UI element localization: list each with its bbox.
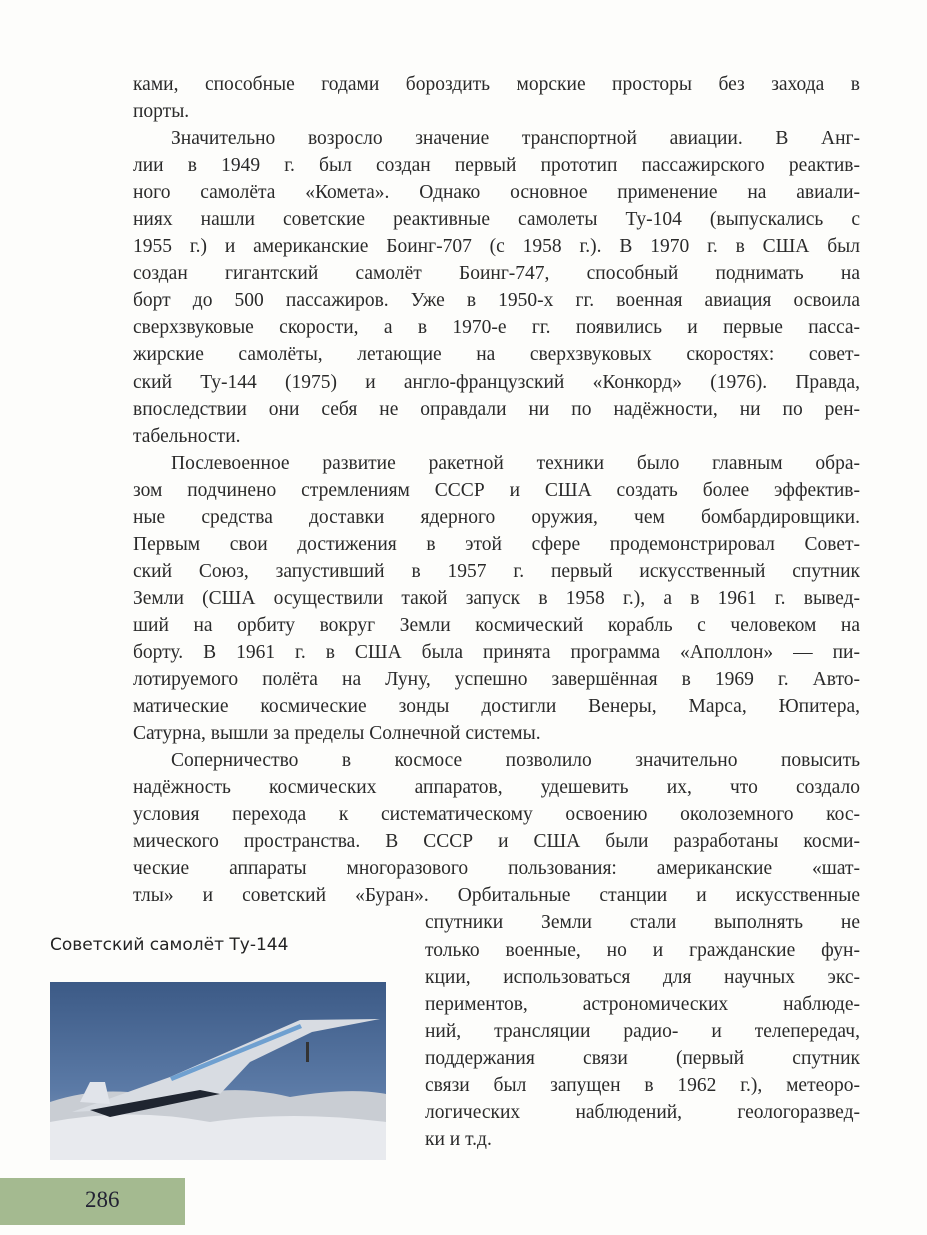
figure-caption: Советский самолёт Ту-144 bbox=[50, 935, 289, 955]
page-number: 286 bbox=[85, 1187, 120, 1212]
text-line: ний, трансляции радио- и телепередач, bbox=[425, 1020, 860, 1042]
text-line: 1955 г.) и американские Боинг-707 (с 1958 г.). В 1970 г. в США был bbox=[133, 236, 860, 258]
text-line: лии в 1949 г. был создан первый прототип пассажирского реактив- bbox=[133, 155, 860, 177]
text-line: борт до 500 пассажиров. Уже в 1950-х гг. военная авиация освоила bbox=[133, 290, 860, 312]
text-line: лотируемого полёта на Луну, успешно завершённая в 1969 г. Авто- bbox=[133, 669, 860, 691]
text-line: только военные, но и гражданские фун- bbox=[425, 939, 860, 961]
text-line: жирские самолёты, летающие на сверхзвуковых скоростях: совет- bbox=[133, 344, 860, 366]
text-line: условия перехода к систематическому освоению околоземного кос- bbox=[133, 804, 860, 826]
text-line: тлы» и советский «Буран». Орбитальные станции и искусственные bbox=[133, 885, 860, 907]
text-line: матические космические зонды достигли Венеры, Марса, Юпитера, bbox=[133, 696, 860, 718]
text-line: Значительно возросло значение транспортной авиации. В Анг- bbox=[171, 128, 860, 150]
text-line: создан гигантский самолёт Боинг-747, способный поднимать на bbox=[133, 263, 860, 285]
text-line: Сатурна, вышли за пределы Солнечной системы. bbox=[133, 723, 541, 745]
text-line: надёжность космических аппаратов, удешевить их, что создало bbox=[133, 777, 860, 799]
text-line: Соперничество в космосе позволило значительно повысить bbox=[171, 750, 860, 772]
text-line: ский Союз, запустивший в 1957 г. первый искусственный спутник bbox=[133, 560, 860, 582]
text-line: связи был запущен в 1962 г.), метеоро- bbox=[425, 1074, 860, 1096]
text-line: мического пространства. В СССР и США были разработаны косми- bbox=[133, 831, 860, 853]
text-line: ные средства доставки ядерного оружия, чем бомбардировщики. bbox=[133, 506, 860, 528]
text-line: поддержания связи (первый спутник bbox=[425, 1047, 860, 1069]
text-line: логических наблюдений, геологоразвед- bbox=[425, 1101, 860, 1123]
text-line: ками, способные годами бороздить морские просторы без захода в bbox=[133, 74, 860, 95]
text-line: впоследствии они себя не оправдали ни по надёжности, ни по рен- bbox=[133, 398, 860, 420]
text-line: ки и т.д. bbox=[425, 1128, 492, 1150]
text-line: кции, использоваться для научных экс- bbox=[425, 966, 860, 988]
text-line: ного самолёта «Комета». Однако основное применение на авиали- bbox=[133, 182, 860, 204]
page-number-box bbox=[0, 1178, 185, 1225]
text-line: ший на орбиту вокруг Земли космический корабль с человеком на bbox=[133, 614, 860, 636]
text-line: Первым свои достижения в этой сфере продемонстрировал Совет- bbox=[133, 533, 860, 555]
text-line: борту. В 1961 г. в США была принята программа «Аполлон» — пи- bbox=[133, 641, 860, 663]
text-line: ниях нашли советские реактивные самолеты Ту-104 (выпускались с bbox=[133, 209, 860, 231]
text-line: ческие аппараты многоразового пользования: американские «шат- bbox=[133, 858, 860, 880]
text-line: сверхзвуковые скорости, а в 1970-е гг. появились и первые пасса- bbox=[133, 317, 860, 339]
text-line: спутники Земли стали выполнять не bbox=[425, 912, 860, 934]
text-line: Земли (США осуществили такой запуск в 1958 г.), а в 1961 г. вывед- bbox=[133, 587, 860, 609]
text-line: зом подчинено стремлениям СССР и США создать более эффектив- bbox=[133, 479, 860, 501]
text-line: табельности. bbox=[133, 425, 241, 447]
text-line: ский Ту-144 (1975) и англо-французский «Конкорд» (1976). Правда, bbox=[133, 371, 860, 393]
text-line: Послевоенное развитие ракетной техники было главным обра- bbox=[171, 452, 860, 474]
tu144-photo bbox=[50, 982, 386, 1160]
text-line: порты. bbox=[133, 101, 190, 123]
text-line: периментов, астрономических наблюде- bbox=[425, 993, 860, 1015]
